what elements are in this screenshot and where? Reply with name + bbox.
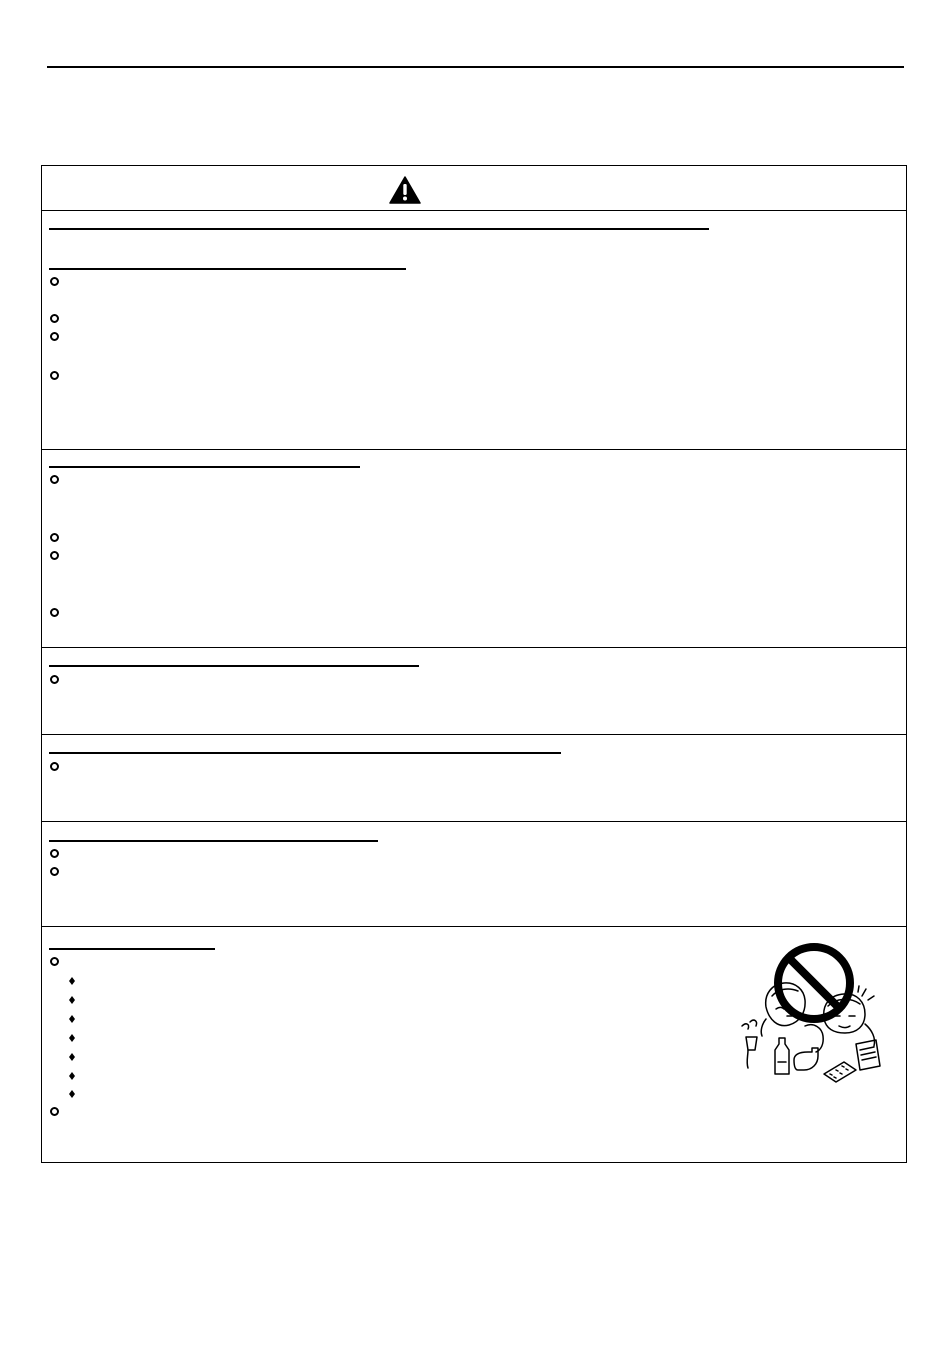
warning-section-3 <box>42 647 906 734</box>
bullet-marker <box>50 867 59 876</box>
sub-bullet-diamond <box>69 1034 75 1042</box>
bullet-marker <box>50 475 59 484</box>
sub-bullet-diamond <box>69 1015 75 1023</box>
section-heading-line <box>49 948 215 950</box>
warning-section-4 <box>42 734 906 821</box>
section-heading-line <box>49 228 709 230</box>
warning-header <box>42 166 906 211</box>
warning-section-5 <box>42 821 906 926</box>
bullet-marker <box>50 551 59 560</box>
sub-bullet-diamond <box>69 996 75 1004</box>
sub-bullet-diamond <box>69 1053 75 1061</box>
bullet-marker <box>50 762 59 771</box>
section-heading-line <box>49 665 419 667</box>
page-top-rule <box>47 66 904 68</box>
sub-bullet-diamond <box>69 1072 75 1080</box>
bullet-marker <box>50 957 59 966</box>
bullet-marker <box>50 332 59 341</box>
warning-triangle-icon <box>389 176 421 204</box>
section-heading-line <box>49 840 378 842</box>
section-heading-line <box>49 466 360 468</box>
bullet-marker <box>50 608 59 617</box>
warning-section-2 <box>42 449 906 647</box>
sub-bullet-diamond <box>69 1090 75 1098</box>
prohibition-illustration <box>726 934 888 1084</box>
sub-bullet-diamond <box>69 977 75 985</box>
bullet-marker <box>50 675 59 684</box>
bullet-marker <box>50 371 59 380</box>
bullet-marker <box>50 849 59 858</box>
bullet-marker <box>50 533 59 542</box>
warning-section-6 <box>42 926 906 1163</box>
bullet-marker <box>50 277 59 286</box>
warning-section-1 <box>42 211 906 449</box>
bullet-marker <box>50 1107 59 1116</box>
warning-box <box>41 165 907 1163</box>
section-heading-line <box>49 752 561 754</box>
subsection-heading-line <box>49 268 406 270</box>
bullet-marker <box>50 314 59 323</box>
